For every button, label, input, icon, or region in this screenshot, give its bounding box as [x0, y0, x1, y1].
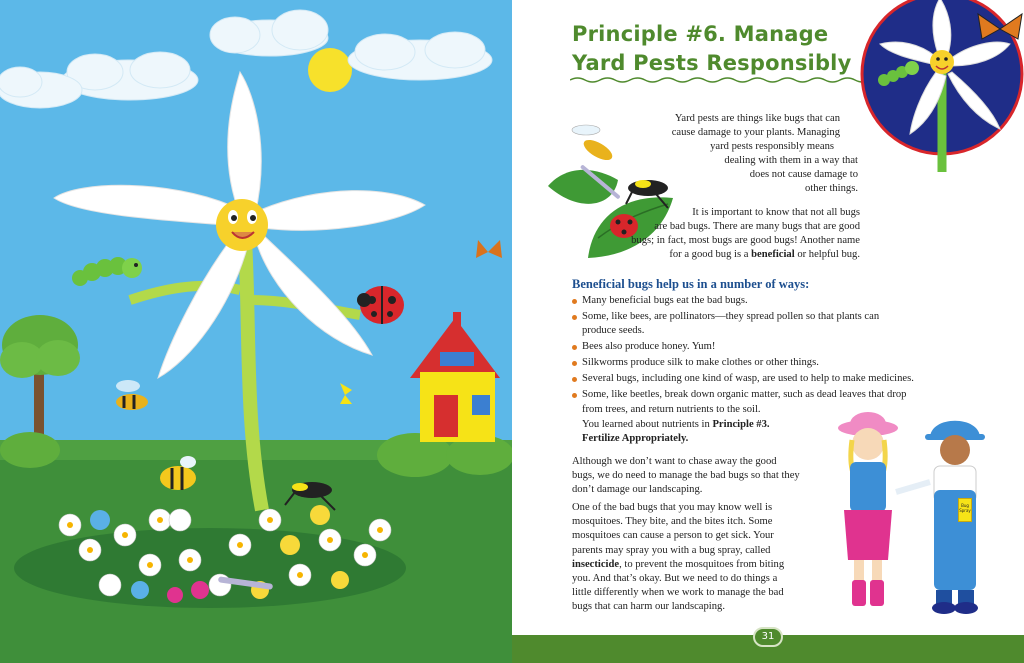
list-item: Silkworms produce silk to make clothes or other things.: [572, 356, 952, 370]
girl-figure: [838, 412, 898, 606]
text-line: One of the bad bugs that you may know well is: [572, 502, 773, 513]
bush-icon: [0, 432, 60, 468]
bullet-continuation: You learned about nutrients in Principle #3. Fertilize Appropriately.: [582, 419, 770, 445]
text-line: parents may spray you with a bug spray, called: [572, 544, 771, 556]
text-line: mosquitoes. They bite, and the bites itch. Some: [572, 516, 773, 528]
list-item: Some, like bees, are pollinators—they spread pollen so that plants can produce seeds.: [572, 310, 912, 339]
text-line: insecticide, to prevent the mosquitoes from biting: [572, 558, 785, 570]
text-line: mosquitoes can cause a person to get sick. Your: [572, 530, 774, 542]
list-item: Bees also produce honey. Yum!: [572, 340, 952, 354]
text-line: cause damage to your plants. Managing: [671, 127, 840, 138]
text-line: Yard pests are things like bugs that can: [674, 113, 840, 124]
text-line: Although we don’t want to chase away the good: [572, 456, 777, 467]
sun-icon: [308, 48, 352, 92]
children-bug-spray-illustration: [830, 410, 1006, 618]
list-item: Many beneficial bugs eat the bad bugs.: [572, 294, 952, 308]
text-line: bugs, we do need to manage the bad bugs so that they: [572, 470, 800, 482]
text-line: are bad bugs. There are many bugs that are good: [654, 221, 860, 232]
title-underline: [570, 76, 870, 84]
text-line: does not cause damage to: [749, 169, 858, 180]
text-line: yard pests responsibly means: [710, 141, 834, 152]
text-page: [512, 0, 1024, 663]
text-line: you. And that’s okay. But we need to do things a: [572, 573, 778, 585]
intro-paragraph-1: [630, 112, 858, 196]
benefits-list: [572, 294, 952, 419]
daisy-inset-illustration: [860, 0, 1024, 172]
section-heading: Beneficial bugs help us in a number of ways:: [572, 277, 810, 291]
page-number: 31: [753, 627, 783, 647]
page-title: Principle #6. Manage Yard Pests Responsibly: [572, 22, 852, 75]
text-line: little differently when we work to manage the bad: [572, 587, 784, 599]
text-line: dealing with them in a way that: [724, 155, 858, 166]
text-line: bugs that can harm our landscaping.: [572, 601, 725, 613]
text-line: bugs; in fact, most bugs are good bugs! Another name: [631, 235, 860, 246]
text-line: It is important to know that not all bugs: [692, 207, 860, 218]
daisy-face: [216, 199, 268, 251]
paragraph-manage-bugs: [572, 455, 842, 498]
list-item: Several bugs, including one kind of wasp, are used to help to make medicines.: [572, 372, 952, 386]
wasp-icon: [572, 125, 615, 164]
intro-paragraph-2: [630, 206, 860, 262]
list-item: Some, like beetles, break down organic matter, such as dead leaves that drop from trees, and return nutrients to the soil.: [572, 388, 912, 417]
paragraph-mosquitoes: [572, 501, 842, 615]
text-line: other things.: [805, 183, 858, 194]
text-line: for a good bug is a beneficial or helpful bug.: [669, 249, 860, 260]
flower-bed: [14, 528, 406, 608]
text-line: don’t damage our landscaping.: [572, 484, 703, 496]
bug-spray-can: Bug Spray: [958, 498, 972, 522]
boy-figure: [925, 421, 985, 614]
